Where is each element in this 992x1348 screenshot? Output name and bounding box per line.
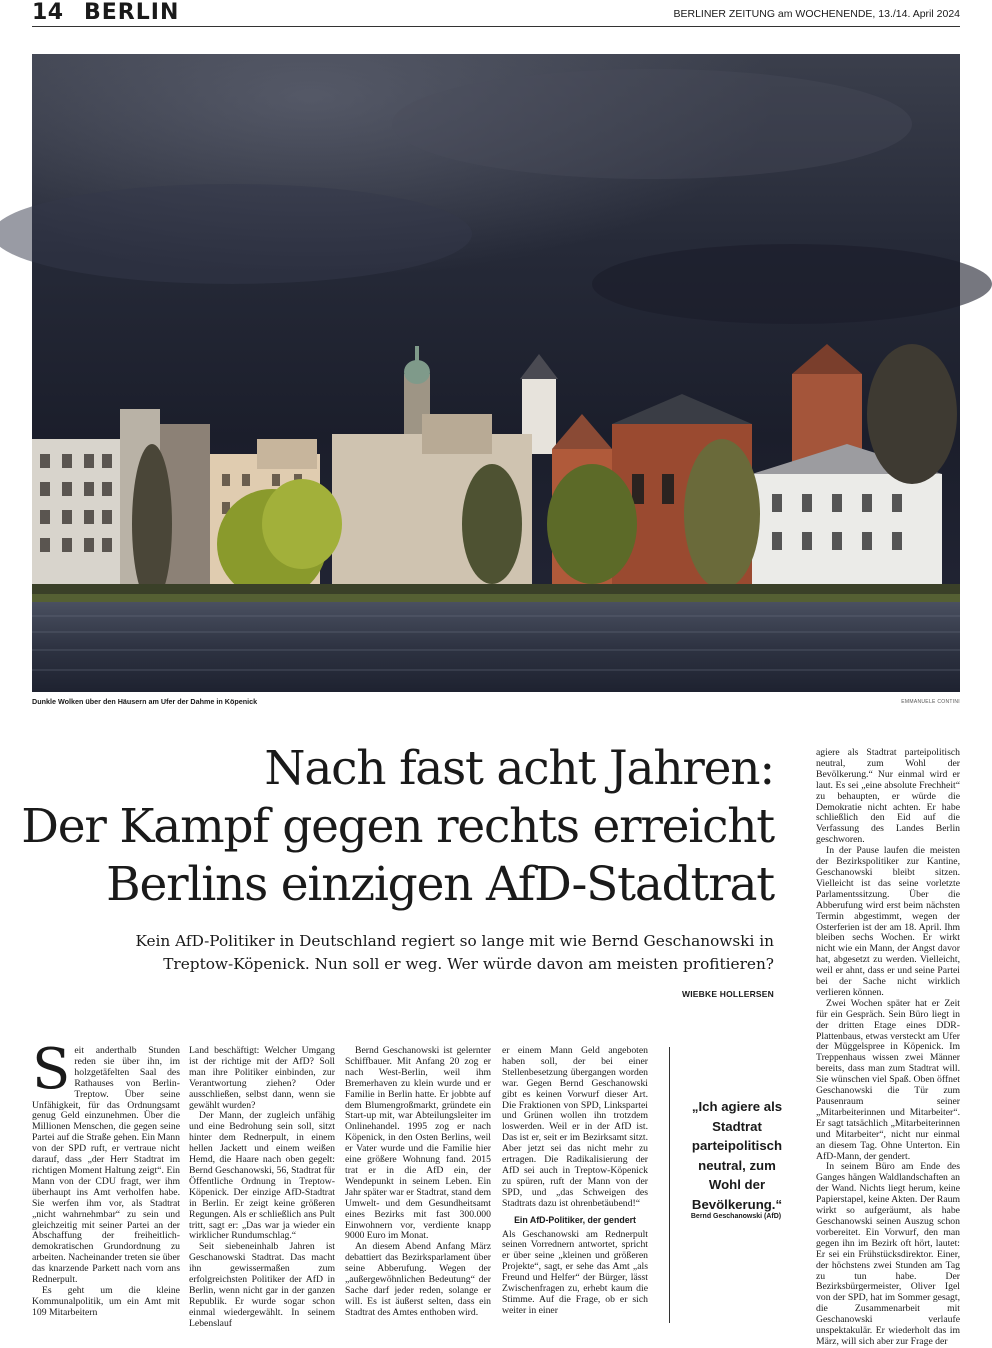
paragraph: eit anderthalb Stunden reden sie über ihn, im holzgetäfelten Saal des Rathauses von Berlin-Treptow. Über seine Unfähigkeit, für das Ordnungsamt genug Geld einzunehmen. Über die Millionen Menschen, die gegen seine Partei auf die Straße gehen. Ein Mann von der SPD ruft, er vertraue nicht darauf, dass „der Herr Stadtrat im richtigen Moment Haltung zeigt“. Ein Mann von der CDU fragt, wer ihm überhaupt ins Amt verholfen habe. Sie werfen ihm vor, als Stadtrat „nicht wahrnehmbar“ zu sein und gleichzeitig mit seiner Partei an der Abschaffung der freiheitlich-demokratischen Grundordnung zu arbeiten. Nacheinander treten sie über das knarzende Parkett nach vorn ans Rednerpult. [32,1045,180,1286]
section-title: BERLIN [84,0,180,25]
edition-line: BERLINER ZEITUNG am WOCHENENDE, 13./14. April 2024 [673,8,960,20]
pull-quote-box [669,1047,794,1323]
paragraph: An diesem Abend Anfang März debattiert das Bezirksparlament über seine Abberufung. Wegen der „außergewöhnlichen Bedeutung“ der Sache darf jeder reden, solange er will. Es ist äußerst selten, dass ein Stadtrat des Amtes enthoben wird. [345,1241,491,1318]
headline [14,740,774,914]
photo-caption: Dunkle Wolken über den Häusern am Ufer der Dahme in Köpenick [32,697,258,706]
paragraph: Zwei Wochen später hat er Zeit für ein Gespräch. Sein Büro liegt in der dritten Etage eines DDR-Plattenbaus, etwas versteckt am Ufer der Müggelspree in Köpenick. Im Treppenhaus wissen zwei Männer bereits, dass man zum Stadtrat will. Sie wünschen viel Spaß. Oben öffnet Geschanowski die Tür zum Pausenraum seiner „Mitarbeiterinnen und Mitarbeiter“. Er sagt tatsächlich „Mitarbeiterinnen und Mitarbeiter“, nicht nur einmal an diesem Tag. Ohne Unterton. Ein AfD-Mann, der gendert. [816,997,960,1162]
article-column-2 [189,1045,335,1329]
subheading: Ein AfD-Politiker, der gendert [514,1214,636,1225]
lead-photo [32,54,960,692]
paragraph: Land beschäftigt: Welcher Umgang ist der richtige mit der AfD? Soll man ihre Politiker einbinden, zur Verantwortung ziehen? Oder ausschließen, selbst dann, wenn sie gewählt wurden? [189,1045,335,1111]
byline: WIEBKE HOLLERSEN [682,989,774,999]
page-header [32,0,960,27]
article-column-1 [32,1037,180,1323]
page-number: 14 [32,0,64,25]
pull-quote: „Ich agiere als Stadtrat parteipolitisch neutral, zum Wohl der Bevölkerung.“ [691,1099,783,1212]
paragraph: Der Mann, der zugleich unfähig und eine Bedrohung sein soll, sitzt hinter dem Rednerpult, in einem hellen Jackett und einem weißen Hemd, die Haare nach oben gegelt: Bernd Geschanowski, 56, Stadtrat für Öffentliche Ordnung in Treptow-Köpenick. Der einzige AfD-Stadtrat in Berlin. Er zeigt keine größeren Regungen. Als er schließlich ans Pult tritt, sagt er: „Das war ja wieder ein wirklicher Rundumschlag.“ [189,1110,335,1242]
paragraph: In der Pause laufen die meisten der Bezirkspolitiker zur Kantine, Geschanowski bleibt sitzen. Vielleicht ist das seine vorletzte Parlamentssitzung. Über die Abberufung wird erst beim nächsten Termin abgestimmt, wegen der Osterferien ist der am 18. April. Ihm bleiben sechs Wochen. Er wirkt nicht wie ein Mann, der Angst davor hat, abgesetzt zu werden. Vielleicht, weil er ahnt, dass er und seine Partei bei der Sache nicht wirklich verlieren können. [816,845,960,998]
pull-quote-source: Bernd Geschanowski (AfD) [690,1213,782,1220]
paragraph: Es geht um die kleine Kommunalpolitik, um ein Amt mit 109 Mitarbeitern [32,1284,180,1318]
paragraph: er einem Mann Geld angeboten haben soll, der bei einer Stellenbesetzung übergangen worden war. Gegen Bernd Geschanowski gibt es keinen Vorwurf dieser Art. Die Fraktionen von SPD, Linkspartei und Grünen wollen ihn trotzdem loswerden. Weil er in der AfD ist. Das ist er, seit er im Bezirksamt sitzt. Aber jetzt sei das nicht mehr zu ertragen. Die Radikalisierung der AfD sei auch in Treptow-Köpenick zu spüren, ruft der Mann von der SPD, und „das Schweigen des Stadtrats dazu ist ohrenbetäubend!“ [502,1045,648,1209]
paragraph: Bernd Geschanowski ist gelernter Schiffbauer. Mit Anfang 20 zog er nach West-Berlin, weil ihm Bremerhaven zu klein wurde und er Familie in Berlin hatte. Er jobbte auf dem Blumengroßmarkt, gründete ein Start-up mit, war Abteilungsleiter im Onlinehandel. 1995 zog er nach Köpenick, in den Osten Berlins, weil er Vater wurde und die Familie hier eine größere Wohnung fand. 2015 trat er in die AfD ein, der Wendepunkt in seinem Leben. Ein Jahr später war er Stadtrat, stand dem Umwelt- und dem Gesundheitsamt eines Bezirks mit fast 300.000 Einwohnern vor, verdiente knapp 9000 Euro im Monat. [345,1045,491,1242]
headline-line: Berlins einzigen AfD-Stadtrat [106,857,774,912]
dropcap: S [32,1037,71,1102]
headline-line: Nach fast acht Jahren: [264,741,774,796]
paragraph: agiere als Stadtrat parteipolitisch neutral, zum Wohl der Bevölkerung.“ Nur einmal wird er laut. Es sei „eine absolute Frechheit“ zu behaupten, er würde die Demokratie nicht achten. Er habe schließlich den Eid auf die Verfassung des Landes Berlin geschworen. [816,747,960,846]
photo-credit: EMMANUELE CONTINI [901,699,960,705]
article-column-5 [816,747,960,1347]
article-column-4 [502,1046,648,1323]
paragraph: Seit siebeneinhalb Jahren ist Geschanowski Stadtrat. Das macht ihn gewissermaßen zum erfolgreichsten Politiker der AfD in Berlin, wenn nicht gar in der ganzen Republik. Er wurde sogar schon einmal wiedergewählt. In seinem Lebenslauf [189,1241,335,1329]
article-column-3 [345,1046,491,1323]
paragraph: In seinem Büro am Ende des Ganges hängen Waldlandschaften an der Wand. Nichts liegt herum, keine Papierstapel, keine Akten. Der Raum wirkt so aufgeräumt, als habe Geschanowski seinen Auszug schon vorbereitet. Ein Vorwurf, den man gegen ihn im Bezirk oft hört, lautet: Er sei ein Frühstücksdirektor. Einer, der höchstens zwei Stunden am Tag zu tun habe. Der Bezirksbürgermeister, Oliver Igel von der SPD, hat im Sommer gesagt, die Zusammenarbeit mit Geschanowski verlaufe unspektakulär. Er wiederholt das im März, will sich aber zur Frage der [816,1161,960,1347]
headline-line: Der Kampf gegen rechts erreicht [21,799,774,854]
article-deck: Kein AfD-Politiker in Deutschland regiert so lange mit wie Bernd Geschanowski in Treptow-Köpenick. Nun soll er weg. Wer würde davon am meisten profitieren? [135,932,774,973]
paragraph: Als Geschanowski am Rednerpult seinen Vorrednern antwortet, spricht er über seine „kleinen und größeren Projekte“, sagt, er sehe das Amt „als Freund und Helfer“ der Bürger, lässt Zwischenfragen zu, erhebt kaum die Stimme. Auf die Frage, ob er sich weiter in einer [502,1228,648,1316]
